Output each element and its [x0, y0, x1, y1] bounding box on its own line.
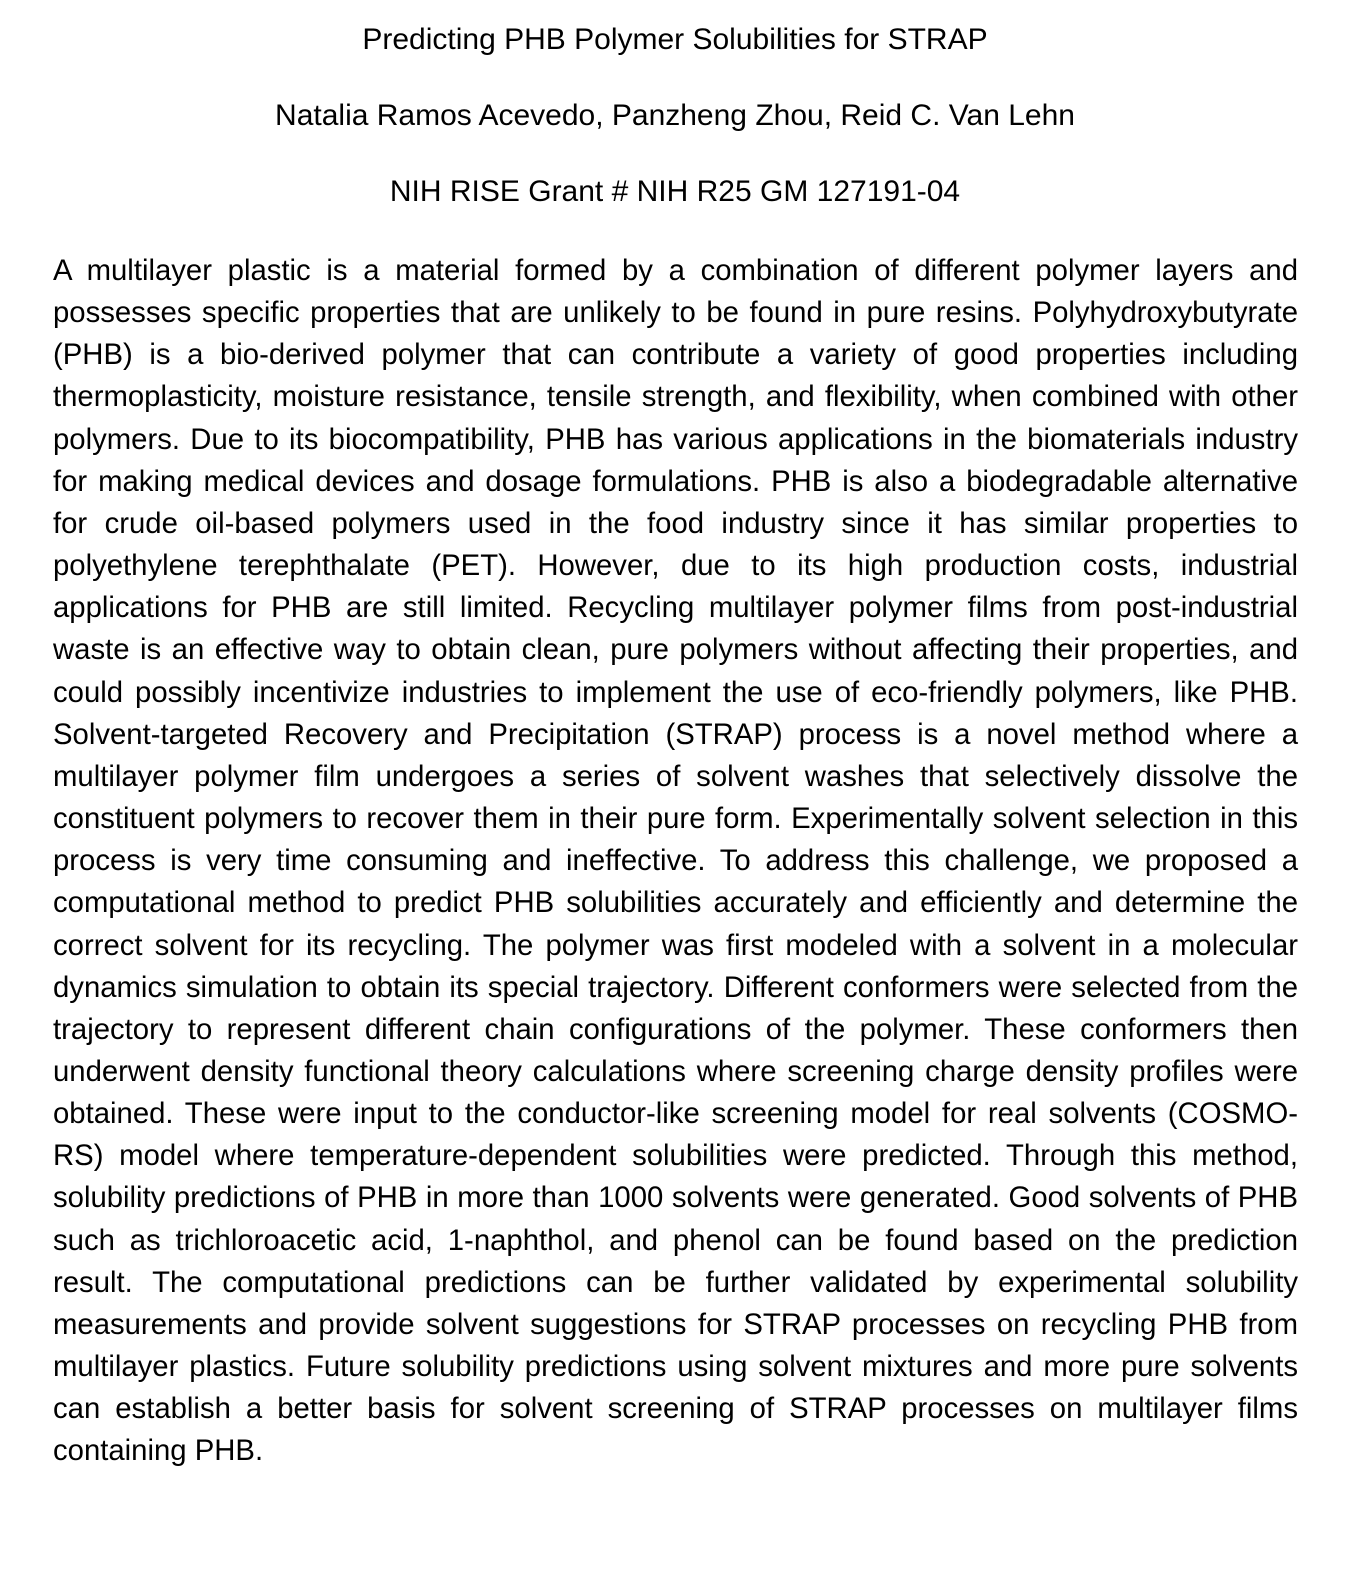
abstract-paragraph: A multilayer plastic is a material formed by a combination of different polymer layers and possesses specific properties that are unlikely to be found in pure resins. Polyhydroxybutyrate (PHB) is a bio-derived polymer that can contribute a variety of good properties including thermoplasticity, moisture resistance, tensile strength, and flexibility, when combined with other polymers. Due to its biocompatibility, PHB has various applications in the biomaterials industry for making medical devices and dosage formulations. PHB is also a biodegradable alternative for crude oil-based polymers used in the food industry since it has similar properties to polyethylene terephthalate (PET). However, due to its high production costs, industrial applications for PHB are still limited. Recycling multilayer polymer films from post-industrial waste is an effective way to obtain clean, pure polymers without affecting their properties, and could possibly incentivize industries to implement the use of eco-friendly polymers, like PHB. Solvent-targeted Recovery and Precipitation (STRAP) process is a novel method where a multilayer polymer film undergoes a series of solvent washes that selectively dissolve the constituent polymers to recover them in their pure form. Experimentally solvent selection in this process is very time consuming and ineffective. To address this challenge, we proposed a computational method to predict PHB solubilities accurately and efficiently and determine the correct solvent for its recycling. The polymer was first modeled with a solvent in a molecular dynamics simulation to obtain its special trajectory. Different conformers were selected from the trajectory to represent different chain configurations of the polymer. These conformers then underwent density functional theory calculations where screening charge density profiles were obtained. These were input to the conductor-like screening model for real solvents (COSMO-RS) model where temperature-dependent solubilities were predicted. Through this method, solubility predictions of PHB in more than 1000 solvents were generated. Good solvents of PHB such as trichloroacetic acid, 1-naphthol, and phenol can be found based on the prediction result. The computational predictions can be further validated by experimental solubility measurements and provide solvent suggestions for STRAP processes on recycling PHB from multilayer plastics. Future solubility predictions using solvent mixtures and more pure solvents can establish a better basis for solvent screening of STRAP processes on multilayer films containing PHB. — [53, 254, 1298, 1468]
grant-number: NIH RISE Grant # NIH R25 GM 127191-04 — [389, 175, 961, 208]
document-title: Predicting PHB Polymer Solubilities for STRAP — [362, 23, 988, 56]
author-list: Natalia Ramos Acevedo, Panzheng Zhou, Reid C. Van Lehn — [275, 99, 1075, 132]
